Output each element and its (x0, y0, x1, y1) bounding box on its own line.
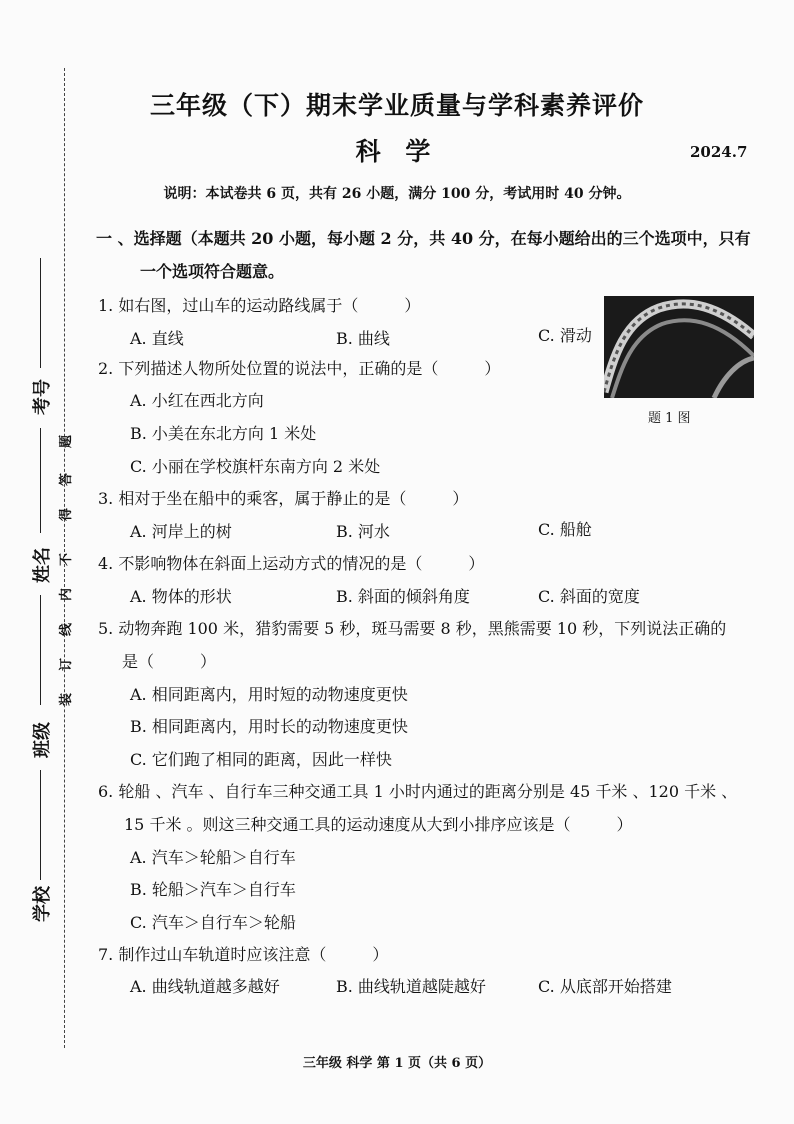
option-a[interactable]: A. 河岸上的树 (130, 522, 232, 541)
binding-warning-char: 题 (59, 434, 75, 449)
exam-title: 三年级（下）期末学业质量与学科素养评价 (149, 91, 644, 120)
section-heading-line2: 一个选项符合题意。 (140, 262, 285, 281)
question-number: 5. (98, 619, 114, 638)
school-label: 学校 (32, 886, 53, 922)
question-number: 6. (98, 782, 114, 801)
binding-warning-char: 答 (59, 472, 75, 487)
option-a[interactable]: A. 小红在西北方向 (130, 391, 264, 410)
question-5-continued (122, 649, 216, 672)
binding-warning-char: 不 (59, 552, 75, 567)
question-7 (98, 942, 388, 965)
question-6 (98, 779, 737, 802)
exam-number-label: 考号 (32, 379, 53, 415)
section-heading: 一 、选择题（本题共 20 小题，每小题 2 分，共 40 分，在每小题给出的三个选项中，只有 (96, 229, 751, 248)
question-stem: 轮船 、汽车 、自行车三种交通工具 1 小时内通过的距离分别是 45 千米 、120 千米 、 (118, 782, 738, 801)
binding-warning-char: 装 (59, 692, 75, 707)
option-a[interactable]: A. 物体的形状 (130, 587, 232, 606)
option-b[interactable]: B. 曲线轨道越陡越好 (336, 977, 486, 996)
question-number: 4. (98, 554, 114, 573)
exam-date: 2024.7 (690, 143, 748, 161)
option-c[interactable]: C. 滑动 (538, 326, 592, 345)
question-number: 2. (98, 359, 114, 378)
question-1 (98, 293, 420, 316)
question-stem: 制作过山车轨道时应该注意（ (118, 945, 327, 964)
question-stem: 不影响物体在斜面上运动方式的情况的是（ (118, 554, 423, 573)
option-a[interactable]: A. 相同距离内，用时短的动物速度更快 (130, 685, 408, 704)
roller-coaster-photo (604, 296, 754, 398)
question-stem: 15 千米 。则这三种交通工具的运动速度从大到小排序应该是（ (124, 815, 571, 834)
question-stem: 下列描述人物所处位置的说法中，正确的是（ (118, 359, 439, 378)
question-paren-close: ） (484, 359, 501, 378)
subject-title: 科 学 (355, 137, 439, 166)
option-b[interactable]: B. 相同距离内，用时长的动物速度更快 (130, 717, 408, 736)
question-stem: 是（ (122, 652, 155, 671)
name-label: 姓名 (32, 547, 53, 583)
question-2 (98, 356, 500, 379)
option-a[interactable]: A. 汽车＞轮船＞自行车 (130, 848, 296, 867)
option-b[interactable]: B. 河水 (336, 522, 390, 541)
option-a[interactable]: A. 曲线轨道越多越好 (130, 977, 280, 996)
page-footer: 三年级 科学 第 1 页（共 6 页） (302, 1056, 492, 1071)
class-label: 班级 (32, 722, 53, 758)
binding-warning-char: 内 (59, 587, 75, 602)
question-5 (98, 616, 726, 639)
class-blank (40, 770, 41, 880)
question-number: 7. (98, 945, 114, 964)
question-paren-close: ） (372, 945, 389, 964)
binding-warning-char: 得 (59, 507, 75, 522)
option-b[interactable]: B. 轮船＞汽车＞自行车 (130, 880, 296, 899)
question-paren-close: ） (452, 489, 469, 508)
question-paren-close: ） (200, 652, 217, 671)
binding-warning-char: 线 (59, 622, 75, 637)
question-4 (98, 551, 484, 574)
question-paren-close: ） (468, 554, 485, 573)
question-number: 1. (98, 296, 114, 315)
question-6-continued (124, 812, 633, 835)
question-stem: 如右图，过山车的运动路线属于（ (118, 296, 359, 315)
figure-caption: 题 1 图 (648, 411, 691, 426)
name-blank (40, 595, 41, 705)
question-stem: 相对于坐在船中的乘客，属于静止的是（ (118, 489, 407, 508)
option-a[interactable]: A. 直线 (130, 329, 184, 348)
question-3 (98, 486, 468, 509)
binding-warning-char: 订 (59, 657, 75, 672)
option-c[interactable]: C. 小丽在学校旗杆东南方向 2 米处 (130, 457, 381, 476)
option-b[interactable]: B. 曲线 (336, 329, 390, 348)
option-b[interactable]: B. 小美在东北方向 1 米处 (130, 424, 317, 443)
option-b[interactable]: B. 斜面的倾斜角度 (336, 587, 470, 606)
instructions-note: 说明：本试卷共 6 页，共有 26 小题，满分 100 分，考试用时 40 分钟。 (163, 186, 631, 202)
exam-number-blank (40, 258, 41, 368)
option-c[interactable]: C. 它们跑了相同的距离，因此一样快 (130, 750, 392, 769)
option-c[interactable]: C. 船舱 (538, 520, 592, 539)
option-c[interactable]: C. 汽车＞自行车＞轮船 (130, 913, 296, 932)
option-c[interactable]: C. 从底部开始搭建 (538, 977, 672, 996)
name-blank-top (40, 428, 41, 533)
option-c[interactable]: C. 斜面的宽度 (538, 587, 640, 606)
question-stem: 动物奔跑 100 米，猎豹需要 5 秒，斑马需要 8 秒，黑熊需要 10 秒，下列说法正确的 (118, 619, 727, 638)
question-paren-close: ） (404, 296, 421, 315)
question-paren-close: ） (616, 815, 633, 834)
question-number: 3. (98, 489, 114, 508)
